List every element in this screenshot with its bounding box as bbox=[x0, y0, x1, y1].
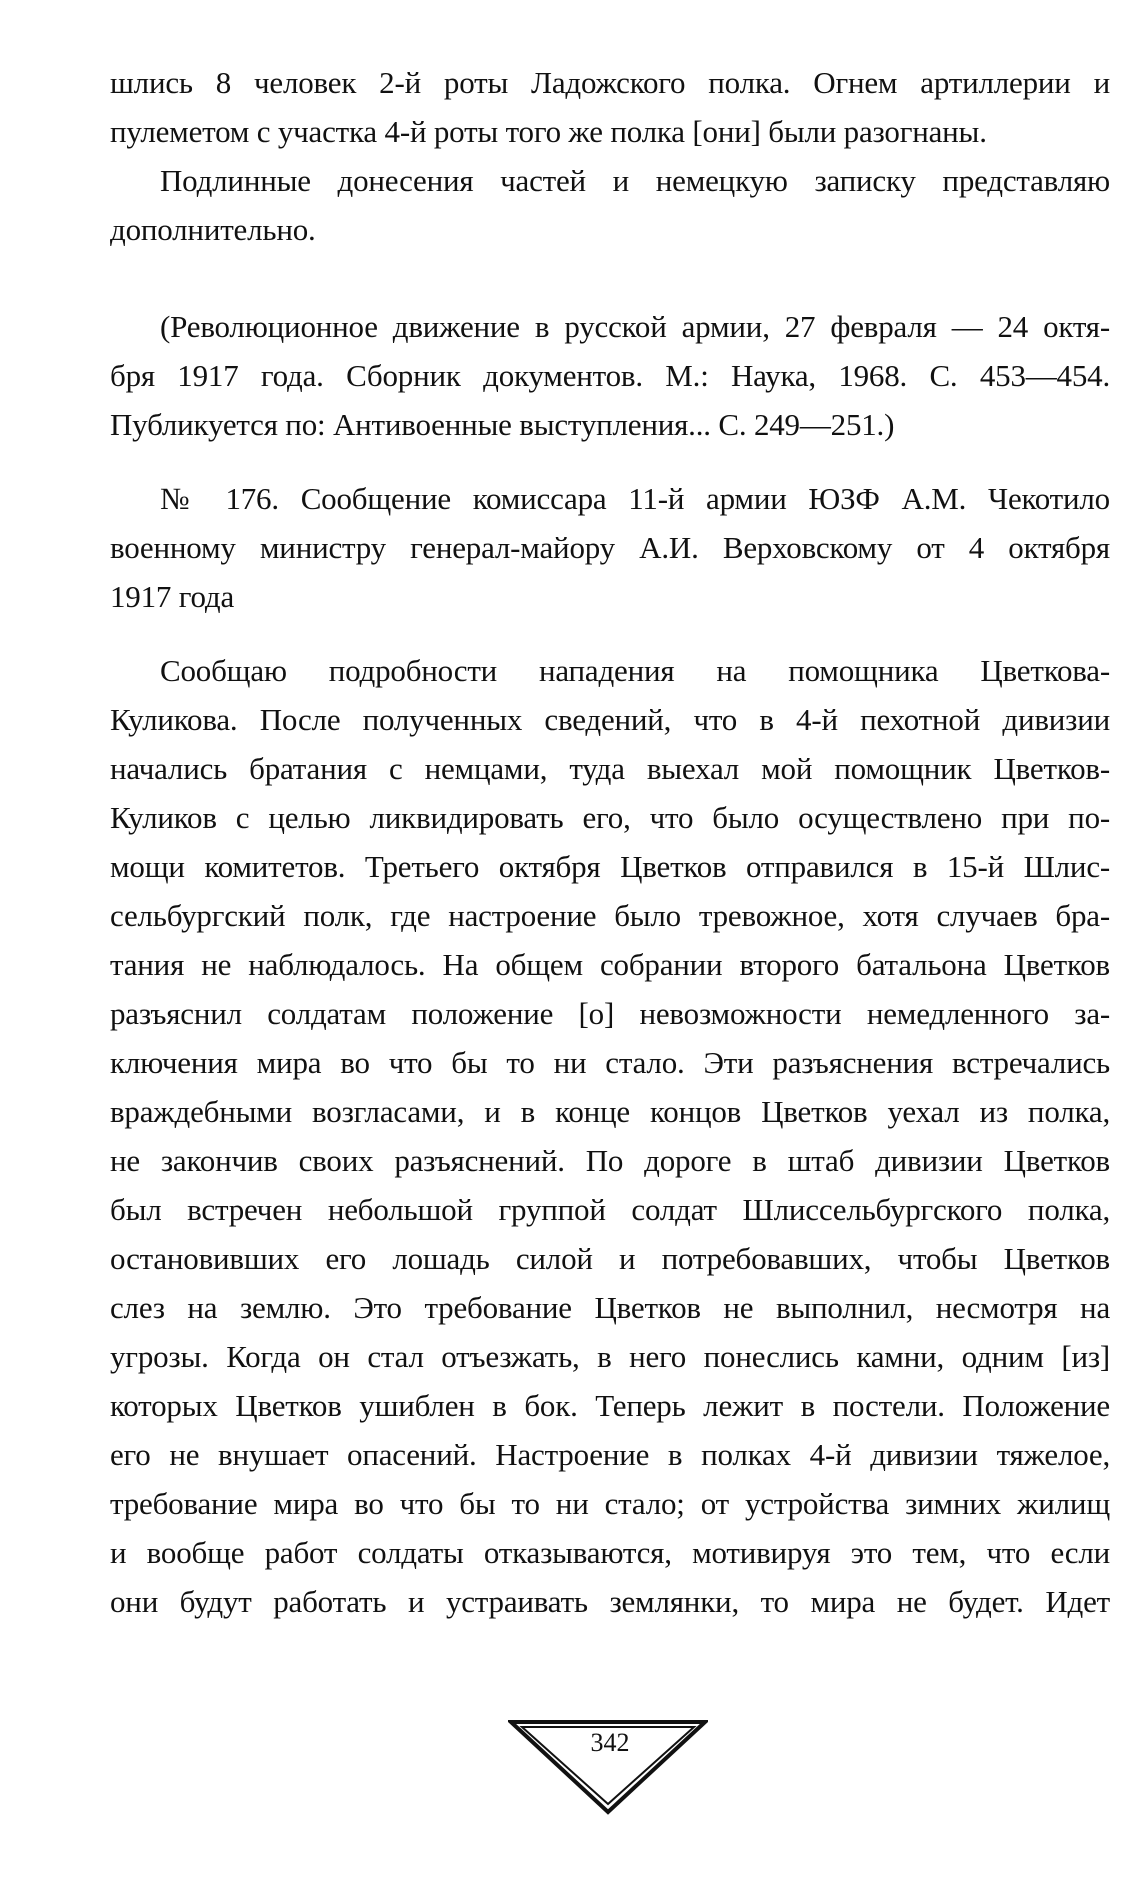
text-line: Сообщаю подробности нападения на помощника Цветкова- bbox=[160, 653, 1110, 688]
text-line: пулеметом с участка 4-й роты того же полка [они] были разогнаны. bbox=[110, 114, 987, 149]
text-line: Публикуется по: Антивоенные выступления... С. 249—251.) bbox=[110, 407, 895, 442]
text-line: его не внушает опасений. Настроение в полках 4-й дивизии тяжелое, bbox=[110, 1437, 1110, 1472]
page-footer bbox=[0, 1716, 1146, 1826]
text-line: Куликов с целью ликвидировать его, что было осуществлено при по- bbox=[110, 800, 1110, 835]
page-number: 342 bbox=[590, 1728, 630, 1757]
text-line: разъяснил солдатам положение [о] невозможности немедленного за- bbox=[110, 996, 1110, 1031]
text-line: не закончив своих разъяснений. По дороге в штаб дивизии Цветков bbox=[110, 1143, 1110, 1178]
source-citation bbox=[110, 302, 1110, 449]
text-line: остановивших его лошадь силой и потребовавших, чтобы Цветков bbox=[110, 1241, 1110, 1276]
text-line: ключения мира во что бы то ни стало. Эти разъяснения встречались bbox=[110, 1045, 1110, 1080]
text-line: шлись 8 человек 2-й роты Ладожского полка. Огнем артиллерии и bbox=[110, 65, 1110, 100]
text-line: они будут работать и устраивать землянки, то мира не будет. Идет bbox=[110, 1584, 1110, 1619]
text-line: которых Цветков ушиблен в бок. Теперь лежит в постели. Положение bbox=[110, 1388, 1110, 1423]
text-line: Куликова. После полученных сведений, что в 4-й пехотной дивизии bbox=[110, 702, 1110, 737]
text-line: 1917 года bbox=[110, 579, 235, 614]
text-line: слез на землю. Это требование Цветков не выполнил, несмотря на bbox=[110, 1290, 1110, 1325]
text-line: враждебными возгласами, и в конце концов Цветков уехал из полка, bbox=[110, 1094, 1110, 1129]
text-line: требование мира во что бы то ни стало; от устройства зимних жилищ bbox=[110, 1486, 1110, 1521]
text-line: мощи комитетов. Третьего октября Цветков отправился в 15-й Шлис- bbox=[110, 849, 1110, 884]
text-line: и вообще работ солдаты отказываются, мотивируя это тем, что если bbox=[110, 1535, 1110, 1570]
text-line: начались братания с немцами, туда выехал мой помощник Цветков- bbox=[110, 751, 1110, 786]
text-line: дополнительно. bbox=[110, 212, 316, 247]
text-line: был встречен небольшой группой солдат Шлиссельбургского полка, bbox=[110, 1192, 1110, 1227]
text-line: тания не наблюдалось. На общем собрании второго батальона Цветков bbox=[110, 947, 1110, 982]
text-line: (Революционное движение в русской армии, 27 февраля — 24 октя- bbox=[160, 309, 1110, 344]
text-line: угрозы. Когда он стал отъезжать, в него понеслись камни, одним [из] bbox=[110, 1339, 1110, 1374]
document-heading bbox=[110, 474, 1110, 621]
text-line: сельбургский полк, где настроение было тревожное, хотя случаев бра- bbox=[110, 898, 1110, 933]
text-line: военному министру генерал-майору А.И. Верховскому от 4 октября bbox=[110, 530, 1110, 565]
continuation-paragraph bbox=[110, 58, 1110, 156]
text-line: Подлинные донесения частей и немецкую записку представляю bbox=[160, 163, 1110, 198]
text-line: бря 1917 года. Сборник документов. М.: Наука, 1968. С. 453—454. bbox=[110, 358, 1110, 393]
closing-paragraph bbox=[110, 156, 1110, 254]
main-text bbox=[110, 646, 1110, 1626]
text-line: № 176. Сообщение комиссара 11-й армии ЮЗФ А.М. Чекотило bbox=[160, 481, 1110, 516]
